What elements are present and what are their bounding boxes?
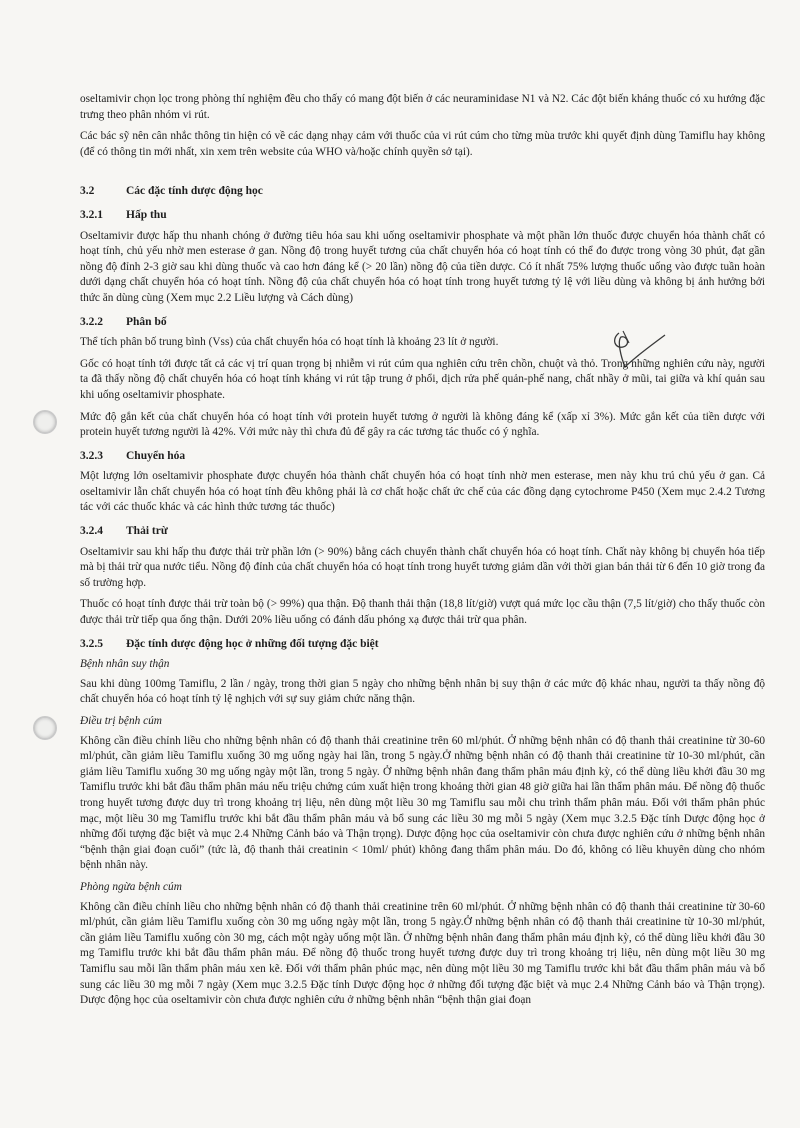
- binder-hole-top: [33, 410, 57, 434]
- paragraph: Sau khi dùng 100mg Tamiflu, 2 lần / ngày, trong thời gian 5 ngày cho những bệnh nhân bị suy thận ở các mức độ khác nhau, người ta thấy nồng độ chất chuyển hóa có hoạt tính tỷ lệ nghịch với sự suy giảm chức năng thận.: [80, 677, 765, 706]
- paragraph: Một lượng lớn oseltamivir phosphate được chuyển hóa thành chất chuyển hóa có hoạt tính nhờ men esterase, men này khu trú chủ yếu ở gan. Cả oseltamivir lẫn chất chuyển hóa có hoạt tính đều không phải là cơ chất hoặc chất ức chế của các đồng dạng cytochrome P450 (Xem mục 2.4.2 Tương tác với các thuốc khác và các hình thức tương tác thuốc): [80, 470, 765, 514]
- paragraph: Không cần điều chỉnh liều cho những bệnh nhân có độ thanh thải creatinine trên 60 ml/phút. Ở những bệnh nhân có độ thanh thải creatinine từ 30-60 ml/phút, cần giảm liều Tamiflu xuống 30 mg uống ngày hai lần, trong 5 ngày.Ở những bệnh nhân có độ thanh thải creatinine từ 10-30 ml/phút, cần giảm liều Tamiflu xuống 30 mg uống ngày một lần, trong 5 ngày. Ở những bệnh nhân đang thẩm phân máu định kỳ, có thể dùng liều khởi đầu 30 mg Tamiflu trước khi bắt đầu thẩm phân máu nếu triệu chứng cúm xuất hiện trong khoảng thời gian 48 giờ giữa hai lần thẩm phân máu. Để nồng độ thuốc trong huyết tương được duy trì trong khoảng trị liệu, nên dùng một liều 30 mg Tamiflu sau mỗi chu trình thẩm phân máu. Đối với thẩm phân phúc mạc, một liều 30 mg Tamiflu trước khi bắt đầu thẩm phân máu và bổ sung các liều 30 mg mỗi 5 ngày (Xem mục 3.2.5 Đặc tính Dược động học ở những đối tượng đặc biệt và mục 2.4 Những Cảnh báo và Thận trọng). Dược động học của oseltamivir còn chưa được nghiên cứu ở những bệnh nhân “bệnh thận giai đoạn cuối” (tức là, độ thanh thải creatinin < 10ml/ phút) không đang thẩm phân máu. Do đó, không có liều khuyên dùng cho nhóm bệnh nhân này.: [80, 734, 765, 872]
- subheading-treatment: Điều trị bệnh cúm: [80, 715, 162, 727]
- paragraph: Các bác sỹ nên cân nhắc thông tin hiện có về các dạng nhạy cảm với thuốc của vi rút cúm cho từng mùa trước khi quyết định dùng Tamiflu hay không (để có thông tin mới nhất, xin xem trên website của WHO và/hoặc chính quyền sở tại).: [80, 130, 765, 158]
- paragraph: Thể tích phân bố trung bình (Vss) của chất chuyển hóa có hoạt tính là khoảng 23 lít ở người.: [80, 336, 499, 349]
- section-heading-3-2-3: 3.2.3 Chuyển hóa: [80, 449, 186, 462]
- paragraph: Oseltamivir sau khi hấp thu được thải trừ phần lớn (> 90%) bằng cách chuyển thành chất chuyển hóa có hoạt tính. Chất này không bị chuyển hóa tiếp mà bị thải trừ qua nước tiểu. Nồng độ đỉnh của chất chuyển hóa có hoạt tính trong huyết tương giảm dần với thời gian bán thải từ 6 đến 10 giờ trong đa số trường hợp.: [80, 545, 765, 589]
- paragraph: Oseltamivir được hấp thu nhanh chóng ở đường tiêu hóa sau khi uống oseltamivir phosphate và một phần lớn thuốc được chuyển hóa thành chất có hoạt tính, chủ yếu nhờ men esterase ở gan. Nồng độ trong huyết tương của chất chuyển hóa có hoạt tính có thể đo được trong vòng 30 phút, đạt gần nồng độ đỉnh 2-3 giờ sau khi dùng thuốc và cao hơn đáng kể (> 20 lần) nồng độ của tiền dược. Có ít nhất 75% lượng thuốc uống vào được tuần hoàn dưới dạng chất chuyển hóa có hoạt tính. Nồng độ của chất chuyển hóa có hoạt tính trong huyết tương tỷ lệ với liều dùng và không bị ảnh hưởng bởi thức ăn dùng cùng (Xem mục 2.2 Liều lượng và Cách dùng): [80, 229, 765, 304]
- section-heading-3-2-2: 3.2.2 Phân bố: [80, 315, 167, 328]
- subheading-prevention: Phòng ngừa bệnh cúm: [80, 880, 182, 893]
- binder-hole-bottom: [33, 716, 57, 740]
- paragraph: Không cần điều chỉnh liều cho những bệnh nhân có độ thanh thải creatinine trên 60 ml/phút. Ở những bệnh nhân có độ thanh thải creatinine từ 30-60 ml/phút, cần giảm liều Tamiflu xuống còn 30 mg uống ngày một lần, trong 5 ngày.Ở những bệnh nhân có độ thanh thải creatinine từ 10-30 ml/phút, cần giảm liều Tamiflu xuống còn 30 mg, cách một ngày uống một lần. Ở những bệnh nhân đang thẩm phân máu định kỳ, có thể dùng liều khởi đầu 30 mg Tamiflu trước khi bắt đầu thẩm phân máu. Để nồng độ thuốc trong huyết tương được duy trì trong khoảng trị liệu, nên dùng một liều 30 mg Tamiflu sau mỗi lần thẩm phân máu xen kẽ. Đối với thẩm phân phúc mạc, nên dùng một liều 30 mg Tamiflu trước khi bắt đầu thẩm phân máu và bổ sung các liều 30 mg mỗi 7 ngày (Xem mục 3.2.5 Đặc tính Dược động học ở những đối tượng đặc biệt và mục 2.4 Những Cảnh báo và Thận trọng). Dược động học của oseltamivir còn chưa được nghiên cứu ở những bệnh nhân “bệnh thận giai đoạn: [80, 900, 765, 1007]
- paragraph: Mức độ gắn kết của chất chuyển hóa có hoạt tính với protein huyết tương ở người là không đáng kể (xấp xỉ 3%). Mức gắn kết của tiền dược với protein huyết tương người là 42%. Với mức này thì chưa đủ để gây ra các tương tác thuốc có ý nghĩa.: [80, 410, 765, 439]
- paragraph: Gốc có hoạt tính tới được tất cả các vị trí quan trọng bị nhiễm vi rút cúm qua nghiên cứu trên chồn, chuột và thỏ. Trong những nghiên cứu này, người ta đã thấy nồng độ chất chuyển hóa có hoạt tính kháng vi rút tập trung ở phổi, dịch rửa phế quản-phế nang, chất nhầy ở mũi, tai giữa và khí quản sau khi uống oseltamivir phosphate.: [80, 357, 765, 401]
- section-heading-3-2: 3.2 Các đặc tính dược động học: [80, 185, 263, 198]
- section-heading-3-2-5: 3.2.5 Đặc tính dược động học ở những đối tượng đặc biệt: [80, 637, 379, 650]
- document-page: [80, 92, 765, 1015]
- paragraph: Thuốc có hoạt tính được thải trừ toàn bộ (> 99%) qua thận. Độ thanh thải thận (18,8 lít/giờ) vượt quá mức lọc cầu thận (7,5 lít/giờ) cho thấy thuốc còn được thải trừ tiếp qua ống thận. Dưới 20% liều uống có đánh dấu phóng xạ được thải trừ qua phân.: [80, 598, 765, 627]
- paragraph: oseltamivir chọn lọc trong phòng thí nghiệm đều cho thấy có mang đột biến ở các neuraminidase N1 và N2. Các đột biến kháng thuốc có xu hướng đặc trưng theo phân nhóm vi rút.: [80, 93, 765, 121]
- section-heading-3-2-4: 3.2.4 Thải trừ: [80, 525, 168, 538]
- subheading-renal: Bệnh nhân suy thận: [80, 658, 170, 671]
- section-heading-3-2-1: 3.2.1 Hấp thu: [80, 208, 167, 221]
